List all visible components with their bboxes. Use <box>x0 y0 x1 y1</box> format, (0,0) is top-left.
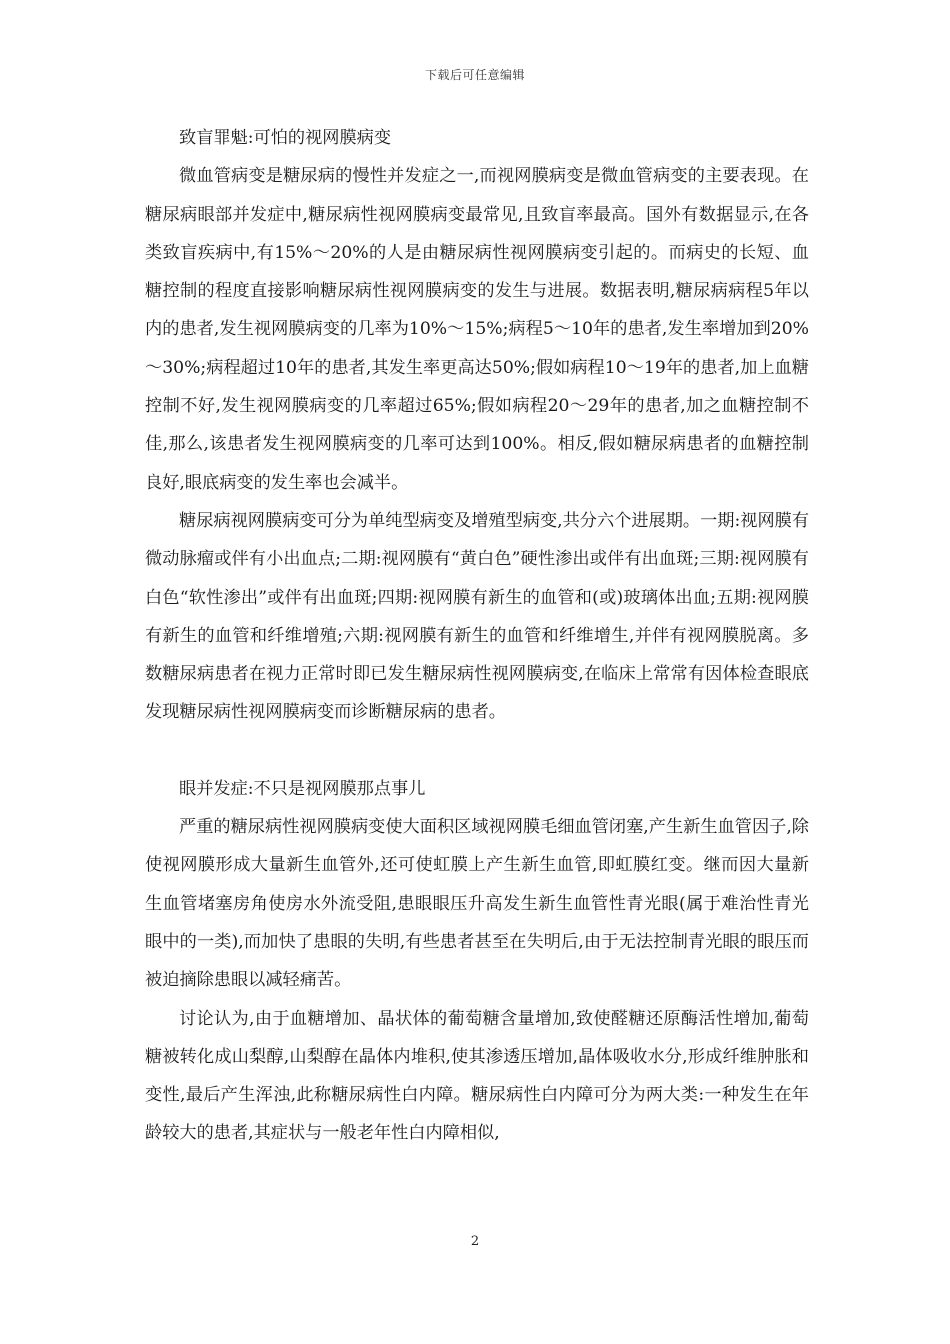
section-spacer <box>145 732 809 770</box>
section-heading-eye-complications: 眼并发症:不只是视网膜那点事儿 <box>179 778 426 799</box>
paragraph: 严重的糖尿病性视网膜病变使大面积区域视网膜毛细血管闭塞,产生新生血管因子,除使视网膜形成大量新生血管外,还可使虹膜上产生新生血管,即虹膜红变。继而因大量新生血管堵塞房角使房水外流受阻,患眼眼压升高发生新生血管性青光眼(属于难治性青光眼中的一类),而加快了患眼的失明,有些患者甚至在失明后,由于无法控制青光眼的眼压而被迫摘除患眼以减轻痛苦。 <box>145 817 809 991</box>
paragraph: 微血管病变是糖尿病的慢性并发症之一,而视网膜病变是微血管病变的主要表现。在糖尿病眼部并发症中,糖尿病性视网膜病变最常见,且致盲率最高。国外有数据显示,在各类致盲疾病中,有15%～20%的人是由糖尿病性视网膜病变引起的。而病史的长短、血糖控制的程度直接影响糖尿病性视网膜病变的发生与进展。数据表明,糖尿病病程5年以内的患者,发生视网膜病变的几率为10%～15%;病程5～10年的患者,发生率增加到20%～30%;病程超过10年的患者,其发生率更高达50%;假如病程10～19年的患者,加上血糖控制不好,发生视网膜病变的几率超过65%;假如病程20～29年的患者,加之血糖控制不佳,那么,该患者发生视网膜病变的几率可达到100%。相反,假如糖尿病患者的血糖控制良好,眼底病变的发生率也会减半。 <box>145 166 809 493</box>
page-header: 下载后可任意编辑 <box>424 68 525 82</box>
page-number: 2 <box>470 1234 480 1249</box>
document-body <box>145 119 809 1153</box>
section-heading-retinopathy: 致盲罪魁:可怕的视网膜病变 <box>179 128 392 148</box>
paragraph: 讨论认为,由于血糖增加、晶状体的葡萄糖含量增加,致使醛糖还原酶活性增加,葡萄糖被转化成山梨醇,山梨醇在晶体内堆积,使其渗透压增加,晶体吸收水分,形成纤维肿胀和变性,最后产生浑浊,此称糖尿病性白内障。糖尿病性白内障可分为两大类:一种发生在年龄较大的患者,其症状与一般老年性白内障相似, <box>145 1008 809 1144</box>
paragraph: 糖尿病视网膜病变可分为单纯型病变及增殖型病变,共分六个进展期。一期:视网膜有微动脉瘤或伴有小出血点;二期:视网膜有“黄白色”硬性渗出或伴有出血斑;三期:视网膜有白色“软性渗出”或伴有出血斑;四期:视网膜有新生的血管和(或)玻璃体出血;五期:视网膜有新生的血管和纤维增殖;六期:视网膜有新生的血管和纤维增生,并伴有视网膜脱离。多数糖尿病患者在视力正常时即已发生糖尿病性视网膜病变,在临床上常常有因体检查眼底发现糖尿病性视网膜病变而诊断糖尿病的患者。 <box>145 510 810 723</box>
